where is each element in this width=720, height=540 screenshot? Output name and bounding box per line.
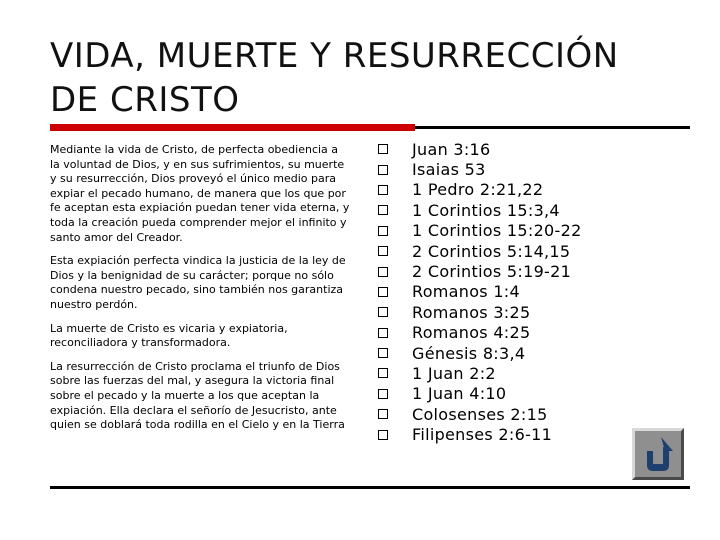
reference-text: Juan 3:16 xyxy=(412,139,491,159)
reference-text: 1 Juan 4:10 xyxy=(412,384,507,404)
paragraph-atonement: Esta expiación perfecta vindica la justicia de la ley de Dios y la benignidad de su carácter; porque no sólo condena nuestro pecado, sino también nos garantiza nuestro perdón. xyxy=(50,254,346,311)
slide-title-line-2: DE CRISTO xyxy=(50,80,240,120)
reference-text: 1 Pedro 2:21,22 xyxy=(412,180,544,200)
square-bullet-icon xyxy=(378,287,388,297)
square-bullet-icon xyxy=(378,368,388,378)
list-item xyxy=(376,159,626,179)
reference-text: Génesis 8:3,4 xyxy=(412,343,526,363)
list-item xyxy=(376,200,626,220)
list-item xyxy=(376,221,626,241)
reference-text: Filipenses 2:6-11 xyxy=(412,425,553,445)
list-item xyxy=(376,302,626,322)
reference-text: 1 Juan 2:2 xyxy=(412,363,496,383)
square-bullet-icon xyxy=(378,226,388,236)
list-item xyxy=(376,139,626,159)
square-bullet-icon xyxy=(378,185,388,195)
reference-text: 1 Corintios 15:3,4 xyxy=(412,200,560,220)
return-arrow-icon xyxy=(635,431,681,477)
list-item xyxy=(376,323,626,343)
slide-title xyxy=(50,34,690,122)
reference-text: 2 Corintios 5:19-21 xyxy=(412,262,572,282)
square-bullet-icon xyxy=(378,430,388,440)
reference-text: Romanos 4:25 xyxy=(412,323,531,343)
list-item xyxy=(376,241,626,261)
reference-text: Isaias 53 xyxy=(412,160,486,180)
body-text xyxy=(50,143,350,442)
square-bullet-icon xyxy=(378,246,388,256)
list-item xyxy=(376,404,626,424)
square-bullet-icon xyxy=(378,389,388,399)
paragraph-resurrection: La resurrección de Cristo proclama el triunfo de Dios sobre las fuerzas del mal, y asegura la victoria final sobre el pecado y la muerte a los que aceptan la expiación. Ella declara el señorío de Jesucristo, ante quien se doblará toda rodilla en el Cielo y en la Tierra xyxy=(50,359,345,432)
return-button[interactable] xyxy=(632,428,684,480)
reference-text: Colosenses 2:15 xyxy=(412,404,548,424)
bible-references-list xyxy=(376,139,626,445)
square-bullet-icon xyxy=(378,409,388,419)
list-item xyxy=(376,424,626,444)
reference-text: Romanos 1:4 xyxy=(412,282,520,302)
list-item xyxy=(376,261,626,281)
title-divider-accent xyxy=(50,124,415,131)
reference-text: 2 Corintios 5:14,15 xyxy=(412,241,571,261)
square-bullet-icon xyxy=(378,165,388,175)
square-bullet-icon xyxy=(378,328,388,338)
list-item xyxy=(376,384,626,404)
square-bullet-icon xyxy=(378,144,388,154)
reference-text: 1 Corintios 15:20-22 xyxy=(412,221,582,241)
footer-divider xyxy=(50,486,690,489)
slide-title-line-1: VIDA, MUERTE Y RESURRECCIÓN xyxy=(50,36,619,76)
square-bullet-icon xyxy=(378,307,388,317)
square-bullet-icon xyxy=(378,267,388,277)
paragraph-death: La muerte de Cristo es vicaria y expiatoria, reconciliadora y transformadora. xyxy=(50,321,288,350)
square-bullet-icon xyxy=(378,205,388,215)
list-item xyxy=(376,180,626,200)
list-item xyxy=(376,363,626,383)
paragraph-life: Mediante la vida de Cristo, de perfecta obediencia a la voluntad de Dios, y en sus sufrimientos, su muerte y su resurrección, Dios proveyó el único medio para expiar el pecado humano, de manera que los que por fe aceptan esta expiación puedan tener vida eterna, y toda la creación pueda comprender mejor el infinito y santo amor del Creador. xyxy=(50,143,350,244)
list-item xyxy=(376,282,626,302)
reference-text: Romanos 3:25 xyxy=(412,302,531,322)
title-divider xyxy=(50,126,690,129)
square-bullet-icon xyxy=(378,348,388,358)
list-item xyxy=(376,343,626,363)
